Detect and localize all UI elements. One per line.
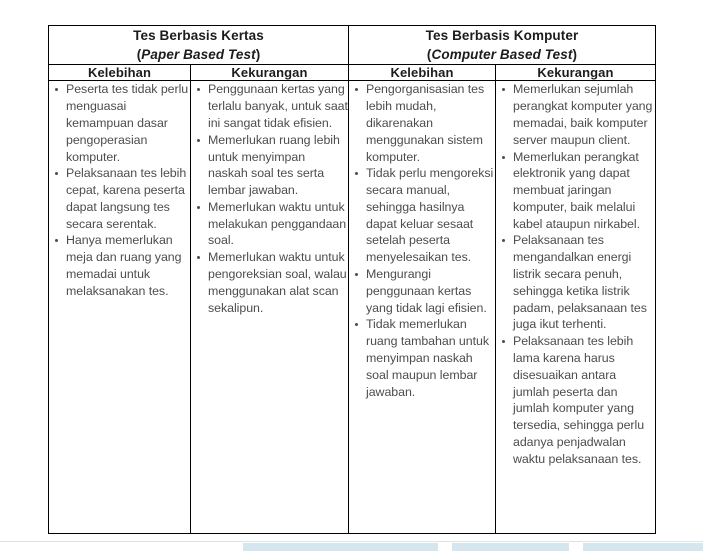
group-title-italic: Paper Based Test <box>141 47 256 63</box>
paren-open: ( <box>136 47 142 63</box>
table-row <box>49 81 656 534</box>
cell-paper-kekurangan <box>191 81 349 534</box>
column-header-computer-kekurangan: Kekurangan <box>496 65 656 81</box>
list-item: Memerlukan perangkat elektronik yang dapat membuat jaringan komputer, baik melalui kabel ataupun nirkabel. <box>496 149 655 233</box>
group-header-row <box>49 26 656 65</box>
list-item: Hanya memerlukan meja dan ruang yang memadai untuk melaksanakan tes. <box>49 232 190 299</box>
bullet-list-paper-kelebihan <box>49 81 190 299</box>
page-bottom-chrome <box>0 541 703 551</box>
column-header-computer-kelebihan: Kelebihan <box>349 65 496 81</box>
bullet-list-computer-kelebihan <box>349 81 495 400</box>
list-item: Memerlukan sejumlah perangkat komputer yang memadai, baik komputer server maupun client. <box>496 81 655 148</box>
group-title-line2 <box>349 45 655 64</box>
list-item: Peserta tes tidak perlu menguasai kemampuan dasar pengoperasian komputer. <box>49 81 190 165</box>
bottom-strip-segment <box>243 543 438 551</box>
list-item: Mengurangi penggunaan kertas yang tidak lagi efisien. <box>349 266 495 316</box>
column-header-paper-kelebihan: Kelebihan <box>49 65 191 81</box>
list-item: Pelaksanaan tes mengandalkan energi listrik secara penuh, sehingga ketika listrik padam, pelaksanaan tes juga ikut terhenti. <box>496 232 655 333</box>
list-item: Pelaksanaan tes lebih lama karena harus disesuaikan antara jumlah peserta dan jumlah komputer yang tersedia, sehingga perlu adanya penjadwalan waktu pelaksanaan tes. <box>496 333 655 467</box>
column-header-paper-kekurangan: Kekurangan <box>191 65 349 81</box>
paren-close: ) <box>572 47 578 63</box>
paren-close: ) <box>255 47 261 63</box>
cell-computer-kekurangan <box>496 81 656 534</box>
comparison-table <box>48 25 656 534</box>
group-title-italic: Computer Based Test <box>431 47 573 63</box>
paren-open: ( <box>426 47 432 63</box>
cell-computer-kelebihan <box>349 81 496 534</box>
group-header-paper-based <box>49 26 349 65</box>
bullet-list-computer-kekurangan <box>496 81 655 467</box>
table-head <box>49 26 656 81</box>
group-title-line1: Tes Berbasis Kertas <box>133 28 264 43</box>
sub-header-row <box>49 65 656 81</box>
list-item: Memerlukan waktu untuk pengoreksian soal, walau menggunakan alat scan sekalipun. <box>191 249 348 316</box>
list-item: Memerlukan waktu untuk melakukan penggandaan soal. <box>191 199 348 249</box>
list-item: Tidak perlu mengoreksi secara manual, sehingga hasilnya dapat keluar sesaat setelah peserta menyelesaikan tes. <box>349 165 495 266</box>
group-title-line2 <box>49 45 348 64</box>
bottom-divider-rule <box>0 541 703 542</box>
cell-paper-kelebihan <box>49 81 191 534</box>
list-item: Memerlukan ruang lebih untuk menyimpan naskah soal tes serta lembar jawaban. <box>191 132 348 199</box>
bottom-strip-segment <box>583 543 703 551</box>
bottom-strip-segment <box>452 543 569 551</box>
list-item: Tidak memerlukan ruang tambahan untuk menyimpan naskah soal maupun lembar jawaban. <box>349 316 495 400</box>
group-header-computer-based <box>349 26 656 65</box>
group-title-line1: Tes Berbasis Komputer <box>425 28 579 43</box>
list-item: Pengorganisasian tes lebih mudah, dikarenakan menggunakan sistem komputer. <box>349 81 495 165</box>
list-item: Penggunaan kertas yang terlalu banyak, untuk saat ini sangat tidak efisien. <box>191 81 348 131</box>
list-item: Pelaksanaan tes lebih cepat, karena peserta dapat langsung tes secara serentak. <box>49 165 190 232</box>
table-body <box>49 81 656 534</box>
bullet-list-paper-kekurangan <box>191 81 348 316</box>
